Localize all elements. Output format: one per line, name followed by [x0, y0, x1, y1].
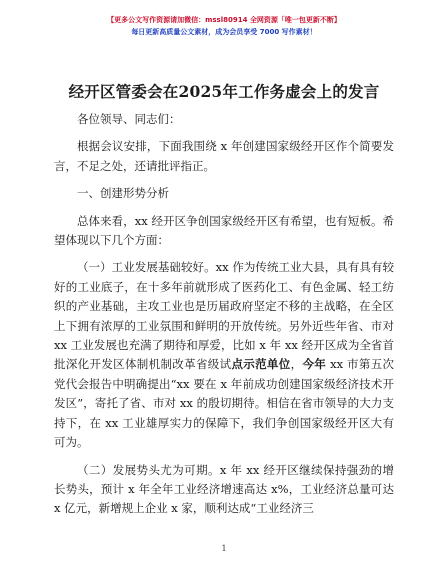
ad-banner-line-2: 每日更新高质量公文素材，成为会员享受 7000 写作素材！ [131, 28, 317, 36]
document-body [54, 110, 394, 519]
intro-paragraph: 根据会议安排，下面我围绕 x 年创建国家级经开区作个简要发言，不足之处，还请批评指正。 [54, 139, 394, 173]
document-title: 经开区管委会在2025年工作务虚会上的发言 [68, 82, 380, 101]
point-1-paragraph [54, 258, 394, 452]
point-1-bold-a: 点示范单位 [231, 357, 291, 372]
page-number: 1 [221, 544, 227, 553]
point-1-bold-b: 今年 [302, 357, 327, 372]
point-2-text: x 年 xx 经开区继续保持强劲的增长势头，预计 x 年全年工业经济增速高达 x%，工业经济总量可达 x 亿元，新增规上企业 x 家，顺利达成“工业经济三 [54, 462, 395, 516]
section-heading: 一、创建形势分析 [77, 186, 169, 201]
point-1-text-a: xx 作为传统工业大县，具有具有较好的工业底子，在十多年前就形成了医药化工、有色金属、轻工纺织的产业基础，主攻工业也是历届政府坚定不移的主战略，在全区上下拥有浓厚的工业氛围和鲜明的开放传统。另外近些年省、市对 xx 工业发展也充满了期待和厚爱，比如 x 年 xx 经开区成为全省首批深化开发区体制机制改革省级试 [54, 260, 395, 372]
ad-banner-line-1: 【更多公文写作资源请加微信：mssl80914 全网资源「唯一包更新不断】 [107, 16, 341, 24]
point-2-head: （二）发展势头尤为可期。 [77, 462, 220, 477]
salutation: 各位领导、同志们： [77, 112, 181, 126]
point-1-text-c: xx 市第五次党代会报告中明确提出“xx 要在 x 年前成功创建国家级经济技术开发区”，寄托了省、市对 xx 的殷切期待。相信在省市领导的大力支持下，在 xx 工业雄厚实力的保障下，我们争创国家级经开区大有可为。 [54, 357, 395, 450]
point-2-paragraph [54, 461, 394, 519]
point-1-head: （一）工业发展基础较好。 [77, 260, 216, 275]
point-1-text-b: ， [290, 357, 303, 372]
overview-paragraph: 总体来看，xx 经开区争创国家级经开区有希望，也有短板。希望体现以下几个方面： [54, 213, 394, 248]
